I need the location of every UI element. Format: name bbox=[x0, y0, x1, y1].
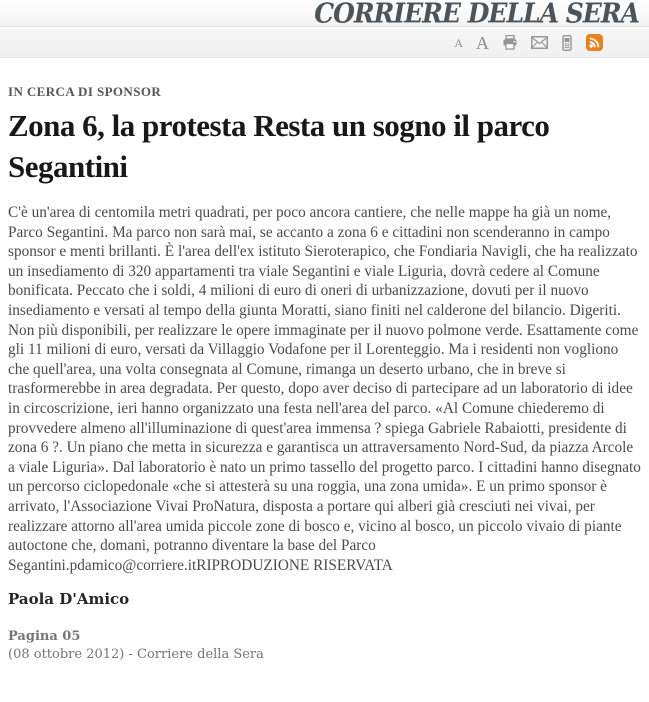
printer-icon bbox=[502, 35, 518, 50]
rss-icon bbox=[586, 34, 603, 51]
headline-line-2: Segantini bbox=[8, 149, 128, 184]
envelope-icon bbox=[531, 36, 548, 49]
article-meta bbox=[8, 629, 641, 662]
article-kicker: IN CERCA DI SPONSOR bbox=[8, 84, 162, 99]
article-headline bbox=[8, 105, 641, 187]
article-author: Paola D'Amico bbox=[8, 590, 130, 609]
mobile-icon bbox=[561, 35, 573, 51]
font-decrease-button[interactable] bbox=[454, 37, 463, 49]
print-button[interactable] bbox=[502, 35, 518, 50]
masthead-logo[interactable]: CORRIERE DELLA SERA bbox=[314, 0, 639, 30]
article bbox=[0, 84, 649, 662]
font-increase-icon: A bbox=[476, 32, 489, 53]
rss-button[interactable] bbox=[586, 34, 603, 51]
article-body: C'è un'area di centomila metri quadrati, per poco ancora cantiere, che nelle mappe ha già un nome, Parco Segantini. Ma parco non sarà mai, se accanto a zona 6 e cittadini non scenderanno in campo sponsor e menti brillanti. È l'area dell'ex istituto Sieroterapico, che Fondiaria Navigli, che ha realizzato un insediamento di 320 appartamenti tra viale Segantini e viale Liguria, dovrà cedere al Comune bonificata. Peccato che i soldi, 4 milioni di euro di oneri di urbanizzazione, dovuti per il nuovo insediamento e versati al tempo della giunta Moratti, siano finiti nel calderone del bilancio. Digeriti. Non più disponibili, per realizzare le opere immaginate per il nuovo polmone verde. Esattamente come gli 11 milioni di euro, versati da Villaggio Vodafone per il Lorenteggio. Ma i residenti non vogliono che quell'area, una volta consegnata al Comune, rimanga un deserto urbano, che in breve si trasformerebbe in area degradata. Per questo, dopo aver deciso di partecipare ad un laboratorio di idee in circoscrizione, ieri hanno organizzato una festa nell'area del parco. «Al Comune chiederemo di provvedere almeno all'illuminazione di quest'area immensa ? spiega Gabriele Rabaiotti, presidente di zona 6 ?. Un piano che metta in sicurezza e garantisca un attraversamento Nord-Sud, da piazza Arcole a viale Liguria». Dal laboratorio è nato un primo tassello del progetto parco. I cittadini hanno disegnato un percorso ciclopedonale «che si attesterà su una roggia, una zona umida». E un primo sponsor è arrivato, l'Associazione Vivai ProNatura, disposta a portare qui alberi già cresciuti nei vivai, per realizzare attorno all'area umida piccole zone di bosco e, vicino al bosco, un piccolo vivaio di piante autoctone che, domani, potranno diventare la base del Parco Segantini.pdamico@corriere.itRIPRODUZIONE RISERVATA bbox=[8, 204, 641, 574]
date-line: (08 ottobre 2012) - Corriere della Sera bbox=[8, 647, 264, 663]
email-button[interactable] bbox=[531, 36, 548, 49]
font-increase-button[interactable] bbox=[476, 34, 489, 52]
headline-line-1: Zona 6, la protesta Resta un sogno il parco bbox=[8, 108, 550, 143]
page-number: Pagina 05 bbox=[8, 629, 81, 645]
masthead bbox=[0, 0, 649, 30]
mobile-button[interactable] bbox=[561, 35, 573, 51]
toolbar bbox=[0, 27, 649, 58]
font-decrease-icon: A bbox=[454, 35, 463, 50]
